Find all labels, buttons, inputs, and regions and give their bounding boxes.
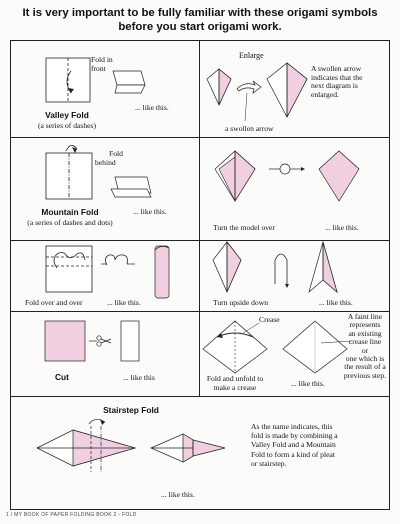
header-line-2: before you start origami work. — [118, 21, 282, 33]
fold-over-cell — [11, 240, 199, 311]
turn-over-caption: Turn the model over — [213, 223, 275, 232]
upside-down-like-this: ... like this. — [319, 298, 353, 307]
stairstep-like-this: ... like this. — [161, 490, 195, 499]
mountain-fold-subtitle: (a series of dashes and dots) — [27, 218, 113, 227]
valley-fold-subtitle: (a series of dashes) — [38, 121, 96, 130]
turn-over-like-this: ... like this. — [325, 223, 359, 232]
symbol-grid — [10, 40, 390, 510]
crease-like-this: ... like this. — [291, 379, 325, 388]
valley-fold-cell — [11, 41, 199, 137]
swollen-arrow-caption: a swollen arrow — [225, 124, 274, 133]
upside-down-cell — [199, 240, 391, 311]
cut-cell — [11, 311, 199, 396]
crease-description: A faint line represents an existing crease line or one which is the result of a previous step. — [343, 312, 387, 380]
crease-cell — [199, 311, 391, 396]
fold-in-front-label: Fold in front — [91, 55, 113, 73]
turn-over-cell — [199, 137, 391, 240]
page-header — [10, 6, 390, 34]
valley-fold-title: Valley Fold — [45, 110, 89, 120]
enlarge-description: A swollen arrow indicates that the next diagram is enlarged. — [311, 64, 363, 99]
valley-like-this: ... like this. — [135, 103, 169, 112]
cut-like-this: ... like this — [123, 373, 155, 382]
mountain-fold-cell — [11, 137, 199, 240]
cut-diagram — [11, 311, 199, 396]
crease-label: Crease — [259, 315, 280, 324]
crease-caption: Fold and unfold to make a crease — [206, 374, 264, 392]
fold-behind-label: Fold behind — [95, 149, 123, 167]
mountain-like-this: ... like this. — [133, 207, 167, 216]
cut-title: Cut — [55, 372, 69, 382]
stairstep-cell — [11, 396, 391, 509]
enlarge-cell — [199, 41, 391, 137]
fold-over-caption: Fold over and over — [25, 298, 83, 307]
fold-over-like-this: ... like this. — [107, 298, 141, 307]
stairstep-description: As the name indicates, this fold is made by combining a Valley Fold and a Mountain Fold to form a kind of pleat or stairstep. — [251, 422, 338, 468]
header-line-1: It is very important to be fully familiar with these origami symbols — [22, 7, 378, 19]
page-footer: 1 / MY BOOK OF PAPER FOLDING BOOK 2 - FOLD — [6, 512, 137, 518]
stairstep-title: Stairstep Fold — [103, 405, 159, 415]
mountain-fold-title: Mountain Fold — [41, 207, 99, 217]
enlarge-label: Enlarge — [239, 51, 264, 60]
upside-down-caption: Turn upside down — [213, 298, 268, 307]
